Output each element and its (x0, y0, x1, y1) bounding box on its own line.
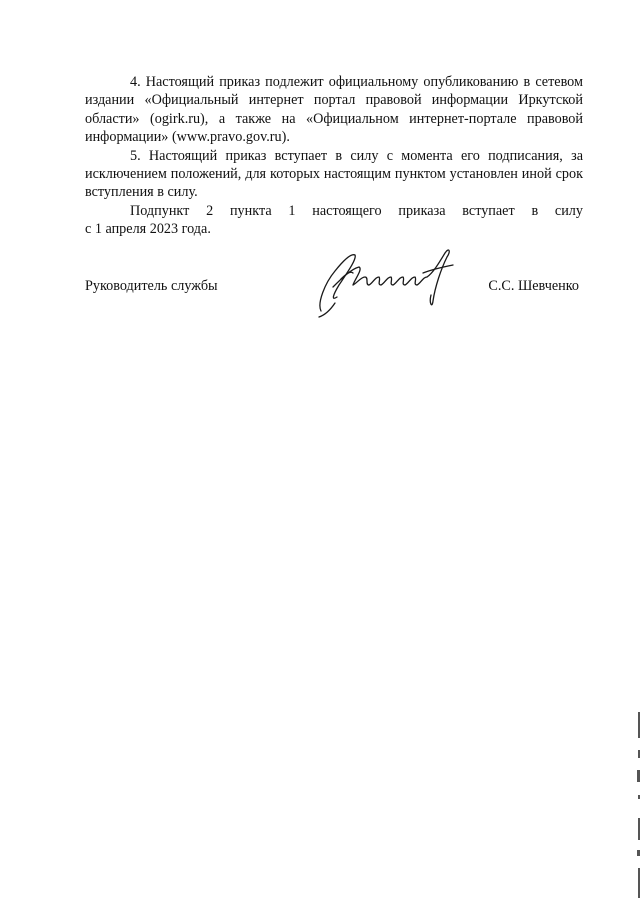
scan-edge-artifacts (632, 700, 640, 905)
signatory-name: С.С. Шевченко (488, 278, 579, 294)
subpoint-line-1: Подпункт 2 пункта 1 настоящего приказа вступает в силу (130, 202, 583, 219)
paragraph-4-publication: 4. Настоящий приказ подлежит официальному опубликованию в сетевом издании «Официальный интернет портал правовой информации Иркутской области» (ogirk.ru), а также на «Официальном интернет-портале правовой информации» (www.pravo.gov.ru). (85, 74, 583, 146)
handwritten-signature (311, 243, 457, 321)
subpoint-line-2: с 1 апреля 2023 года. (85, 221, 211, 238)
signatory-position: Руководитель службы (85, 278, 218, 294)
paragraph-5-effective-date: 5. Настоящий приказ вступает в силу с момента его подписания, за исключением положений, для которых настоящим пунктом установлен иной срок вступления в силу. (85, 147, 583, 201)
document-body (85, 73, 583, 239)
